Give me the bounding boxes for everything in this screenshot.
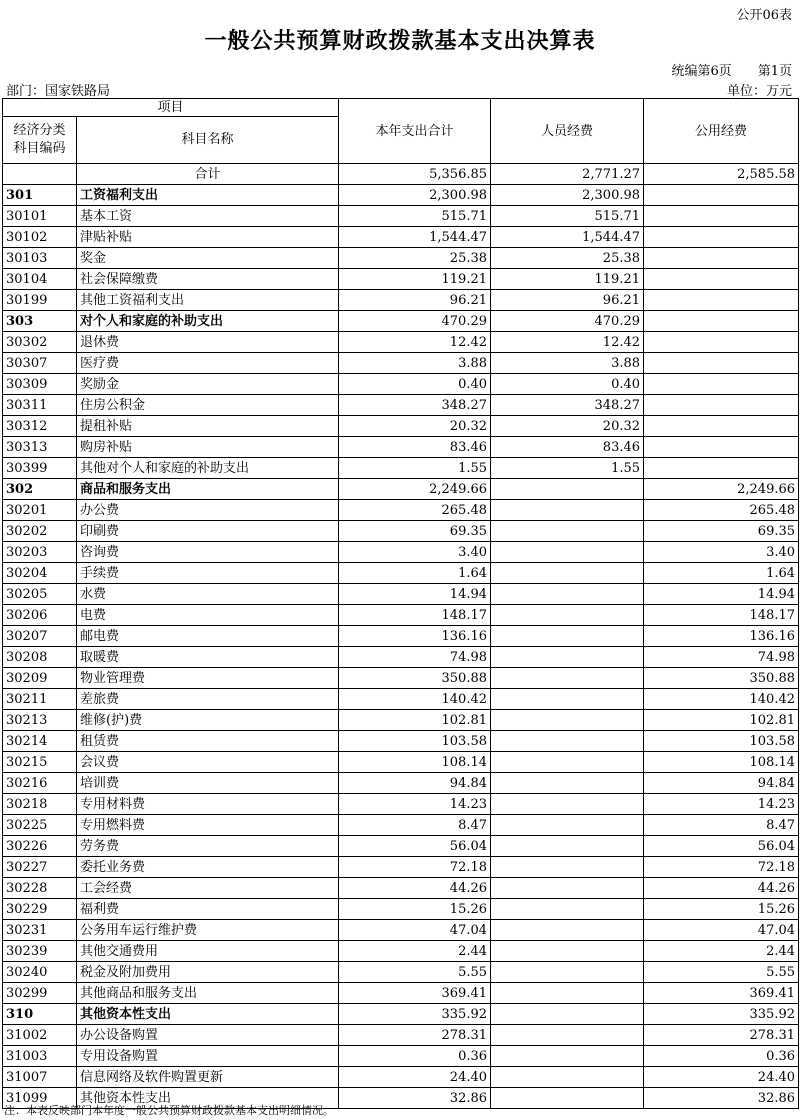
code-cell: 30218 bbox=[3, 794, 77, 815]
total-cell: 94.84 bbox=[339, 773, 491, 794]
code-cell: 30226 bbox=[3, 836, 77, 857]
name-cell: 物业管理费 bbox=[77, 668, 339, 689]
table-row bbox=[3, 584, 799, 605]
personnel-cell bbox=[491, 647, 644, 668]
name-cell: 邮电费 bbox=[77, 626, 339, 647]
personnel-cell bbox=[491, 668, 644, 689]
name-cell: 办公设备购置 bbox=[77, 1025, 339, 1046]
personnel-cell: 348.27 bbox=[491, 395, 644, 416]
total-row bbox=[3, 164, 799, 185]
table-row bbox=[3, 248, 799, 269]
code-cell: 30215 bbox=[3, 752, 77, 773]
table-row bbox=[3, 416, 799, 437]
name-cell: 差旅费 bbox=[77, 689, 339, 710]
table-row bbox=[3, 1046, 799, 1067]
table-row bbox=[3, 269, 799, 290]
public-cell: 369.41 bbox=[644, 983, 799, 1004]
public-cell bbox=[644, 458, 799, 479]
name-cell: 其他对个人和家庭的补助支出 bbox=[77, 458, 339, 479]
total-cell: 1.55 bbox=[339, 458, 491, 479]
total-cell: 119.21 bbox=[339, 269, 491, 290]
personnel-cell bbox=[491, 710, 644, 731]
code-cell: 30313 bbox=[3, 437, 77, 458]
personnel-cell bbox=[491, 542, 644, 563]
total-cell: 2,300.98 bbox=[339, 185, 491, 206]
personnel-cell: 1,544.47 bbox=[491, 227, 644, 248]
personnel-cell bbox=[491, 836, 644, 857]
total-cell: 369.41 bbox=[339, 983, 491, 1004]
personnel-cell bbox=[491, 563, 644, 584]
column-header-name: 科目名称 bbox=[77, 117, 339, 164]
code-cell: 30239 bbox=[3, 941, 77, 962]
code-cell: 30299 bbox=[3, 983, 77, 1004]
name-cell: 对个人和家庭的补助支出 bbox=[77, 311, 339, 332]
public-cell: 108.14 bbox=[644, 752, 799, 773]
personnel-cell: 0.40 bbox=[491, 374, 644, 395]
code-cell: 30227 bbox=[3, 857, 77, 878]
name-cell: 咨询费 bbox=[77, 542, 339, 563]
page-serial: 统编第6页 bbox=[671, 64, 732, 79]
table-row bbox=[3, 794, 799, 815]
total-cell: 14.94 bbox=[339, 584, 491, 605]
personnel-cell bbox=[491, 1088, 644, 1109]
name-cell: 退休费 bbox=[77, 332, 339, 353]
table-row bbox=[3, 857, 799, 878]
code-cell: 30228 bbox=[3, 878, 77, 899]
name-cell: 公务用车运行维护费 bbox=[77, 920, 339, 941]
code-cell: 30312 bbox=[3, 416, 77, 437]
personnel-cell bbox=[491, 731, 644, 752]
table-row bbox=[3, 521, 799, 542]
footnote: 注：本表反映部门本年度一般公共预算财政拨款基本支出明细情况。 bbox=[4, 1104, 334, 1117]
public-cell: 94.84 bbox=[644, 773, 799, 794]
personnel-cell bbox=[491, 962, 644, 983]
public-cell bbox=[644, 290, 799, 311]
total-cell: 335.92 bbox=[339, 1004, 491, 1025]
personnel-cell bbox=[491, 584, 644, 605]
total-cell: 32.86 bbox=[339, 1088, 491, 1109]
total-cell: 24.40 bbox=[339, 1067, 491, 1088]
code-cell: 30205 bbox=[3, 584, 77, 605]
name-cell: 税金及附加费用 bbox=[77, 962, 339, 983]
personnel-cell: 3.88 bbox=[491, 353, 644, 374]
code-cell: 30307 bbox=[3, 353, 77, 374]
code-cell: 30199 bbox=[3, 290, 77, 311]
name-cell: 合计 bbox=[77, 164, 339, 185]
personnel-cell bbox=[491, 899, 644, 920]
code-cell: 30208 bbox=[3, 647, 77, 668]
table-row bbox=[3, 752, 799, 773]
public-cell: 335.92 bbox=[644, 1004, 799, 1025]
department-label: 部门：国家铁路局 bbox=[6, 84, 111, 99]
code-cell: 30229 bbox=[3, 899, 77, 920]
code-cell: 30302 bbox=[3, 332, 77, 353]
table-row bbox=[3, 563, 799, 584]
page-info bbox=[671, 60, 792, 79]
name-cell: 工资福利支出 bbox=[77, 185, 339, 206]
name-cell: 工会经费 bbox=[77, 878, 339, 899]
personnel-cell bbox=[491, 626, 644, 647]
code-cell: 30225 bbox=[3, 815, 77, 836]
total-cell: 2,249.66 bbox=[339, 479, 491, 500]
total-cell: 47.04 bbox=[339, 920, 491, 941]
category-row bbox=[3, 1004, 799, 1025]
page-title: 一般公共预算财政拨款基本支出决算表 bbox=[204, 29, 596, 54]
total-cell: 148.17 bbox=[339, 605, 491, 626]
personnel-cell bbox=[491, 479, 644, 500]
total-cell: 278.31 bbox=[339, 1025, 491, 1046]
personnel-cell: 96.21 bbox=[491, 290, 644, 311]
personnel-cell: 1.55 bbox=[491, 458, 644, 479]
public-cell bbox=[644, 269, 799, 290]
total-cell: 44.26 bbox=[339, 878, 491, 899]
personnel-cell bbox=[491, 920, 644, 941]
name-cell: 专用材料费 bbox=[77, 794, 339, 815]
name-cell: 其他资本性支出 bbox=[77, 1004, 339, 1025]
code-cell: 301 bbox=[3, 185, 77, 206]
code-cell: 30103 bbox=[3, 248, 77, 269]
public-cell: 0.36 bbox=[644, 1046, 799, 1067]
code-cell: 30213 bbox=[3, 710, 77, 731]
code-cell: 30203 bbox=[3, 542, 77, 563]
column-header-total: 本年支出合计 bbox=[339, 99, 491, 164]
table-row bbox=[3, 983, 799, 1004]
category-row bbox=[3, 185, 799, 206]
table-row bbox=[3, 437, 799, 458]
public-cell: 103.58 bbox=[644, 731, 799, 752]
table-row bbox=[3, 878, 799, 899]
code-cell bbox=[3, 164, 77, 185]
personnel-cell: 2,300.98 bbox=[491, 185, 644, 206]
public-cell: 44.26 bbox=[644, 878, 799, 899]
name-cell: 劳务费 bbox=[77, 836, 339, 857]
name-cell: 提租补贴 bbox=[77, 416, 339, 437]
name-cell: 商品和服务支出 bbox=[77, 479, 339, 500]
personnel-cell bbox=[491, 1025, 644, 1046]
table-row bbox=[3, 899, 799, 920]
table-row bbox=[3, 941, 799, 962]
personnel-cell: 20.32 bbox=[491, 416, 644, 437]
code-cell: 31099 bbox=[3, 1088, 77, 1109]
public-cell bbox=[644, 185, 799, 206]
public-cell bbox=[644, 353, 799, 374]
personnel-cell bbox=[491, 1046, 644, 1067]
table-row bbox=[3, 920, 799, 941]
code-cell: 302 bbox=[3, 479, 77, 500]
column-header-public: 公用经费 bbox=[644, 99, 799, 164]
code-cell: 30204 bbox=[3, 563, 77, 584]
personnel-cell bbox=[491, 1004, 644, 1025]
public-cell: 1.64 bbox=[644, 563, 799, 584]
category-row bbox=[3, 311, 799, 332]
total-cell: 102.81 bbox=[339, 710, 491, 731]
personnel-cell: 119.21 bbox=[491, 269, 644, 290]
personnel-cell: 83.46 bbox=[491, 437, 644, 458]
header-row-1 bbox=[3, 99, 799, 117]
name-cell: 印刷费 bbox=[77, 521, 339, 542]
public-cell: 69.35 bbox=[644, 521, 799, 542]
total-cell: 515.71 bbox=[339, 206, 491, 227]
name-cell: 水费 bbox=[77, 584, 339, 605]
public-cell: 8.47 bbox=[644, 815, 799, 836]
personnel-cell bbox=[491, 689, 644, 710]
total-cell: 2.44 bbox=[339, 941, 491, 962]
total-cell: 1,544.47 bbox=[339, 227, 491, 248]
name-cell: 维修(护)费 bbox=[77, 710, 339, 731]
code-header-line1: 经济分类 bbox=[13, 123, 66, 138]
code-cell: 30201 bbox=[3, 500, 77, 521]
total-cell: 3.88 bbox=[339, 353, 491, 374]
table-row bbox=[3, 605, 799, 626]
total-cell: 12.42 bbox=[339, 332, 491, 353]
total-cell: 470.29 bbox=[339, 311, 491, 332]
name-cell: 福利费 bbox=[77, 899, 339, 920]
personnel-cell bbox=[491, 605, 644, 626]
table-body bbox=[3, 164, 799, 1109]
public-cell: 148.17 bbox=[644, 605, 799, 626]
code-cell: 30206 bbox=[3, 605, 77, 626]
table-row bbox=[3, 626, 799, 647]
personnel-cell: 12.42 bbox=[491, 332, 644, 353]
name-cell: 信息网络及软件购置更新 bbox=[77, 1067, 339, 1088]
public-cell bbox=[644, 395, 799, 416]
total-cell: 96.21 bbox=[339, 290, 491, 311]
public-cell: 14.94 bbox=[644, 584, 799, 605]
name-cell: 委托业务费 bbox=[77, 857, 339, 878]
code-cell: 30240 bbox=[3, 962, 77, 983]
public-cell bbox=[644, 206, 799, 227]
column-header-item: 项目 bbox=[3, 99, 339, 117]
public-cell: 140.42 bbox=[644, 689, 799, 710]
column-header-code bbox=[3, 117, 77, 164]
name-cell: 培训费 bbox=[77, 773, 339, 794]
total-cell: 20.32 bbox=[339, 416, 491, 437]
expenditure-table bbox=[2, 98, 799, 1109]
personnel-cell: 470.29 bbox=[491, 311, 644, 332]
personnel-cell: 25.38 bbox=[491, 248, 644, 269]
code-cell: 31007 bbox=[3, 1067, 77, 1088]
name-cell: 办公费 bbox=[77, 500, 339, 521]
page-number: 第1页 bbox=[757, 64, 792, 79]
code-cell: 30211 bbox=[3, 689, 77, 710]
table-row bbox=[3, 374, 799, 395]
form-code: 公开06表 bbox=[736, 8, 792, 23]
personnel-cell bbox=[491, 983, 644, 1004]
personnel-cell bbox=[491, 500, 644, 521]
code-cell: 31002 bbox=[3, 1025, 77, 1046]
table-row bbox=[3, 395, 799, 416]
name-cell: 专用燃料费 bbox=[77, 815, 339, 836]
unit-label: 单位：万元 bbox=[726, 84, 792, 99]
table-row bbox=[3, 773, 799, 794]
table-row bbox=[3, 332, 799, 353]
code-cell: 30209 bbox=[3, 668, 77, 689]
table-row bbox=[3, 689, 799, 710]
total-cell: 25.38 bbox=[339, 248, 491, 269]
name-cell: 社会保障缴费 bbox=[77, 269, 339, 290]
personnel-cell bbox=[491, 878, 644, 899]
table-row bbox=[3, 647, 799, 668]
personnel-cell bbox=[491, 857, 644, 878]
total-cell: 103.58 bbox=[339, 731, 491, 752]
column-header-personnel: 人员经费 bbox=[491, 99, 644, 164]
total-cell: 108.14 bbox=[339, 752, 491, 773]
public-cell: 2,249.66 bbox=[644, 479, 799, 500]
public-cell: 5.55 bbox=[644, 962, 799, 983]
name-cell: 其他交通费用 bbox=[77, 941, 339, 962]
public-cell: 14.23 bbox=[644, 794, 799, 815]
total-cell: 15.26 bbox=[339, 899, 491, 920]
public-cell bbox=[644, 437, 799, 458]
personnel-cell: 2,771.27 bbox=[491, 164, 644, 185]
table-row bbox=[3, 500, 799, 521]
personnel-cell bbox=[491, 773, 644, 794]
public-cell: 56.04 bbox=[644, 836, 799, 857]
name-cell: 电费 bbox=[77, 605, 339, 626]
table-row bbox=[3, 542, 799, 563]
personnel-cell bbox=[491, 815, 644, 836]
total-cell: 69.35 bbox=[339, 521, 491, 542]
table-row bbox=[3, 206, 799, 227]
code-cell: 310 bbox=[3, 1004, 77, 1025]
total-cell: 0.40 bbox=[339, 374, 491, 395]
code-header-line2: 科目编码 bbox=[13, 141, 66, 156]
personnel-cell bbox=[491, 941, 644, 962]
personnel-cell: 515.71 bbox=[491, 206, 644, 227]
name-cell: 专用设备购置 bbox=[77, 1046, 339, 1067]
public-cell bbox=[644, 227, 799, 248]
name-cell: 奖金 bbox=[77, 248, 339, 269]
code-cell: 303 bbox=[3, 311, 77, 332]
name-cell: 奖励金 bbox=[77, 374, 339, 395]
name-cell: 住房公积金 bbox=[77, 395, 339, 416]
public-cell: 15.26 bbox=[644, 899, 799, 920]
public-cell: 136.16 bbox=[644, 626, 799, 647]
category-row bbox=[3, 479, 799, 500]
personnel-cell bbox=[491, 794, 644, 815]
total-cell: 14.23 bbox=[339, 794, 491, 815]
personnel-cell bbox=[491, 521, 644, 542]
public-cell bbox=[644, 248, 799, 269]
total-cell: 140.42 bbox=[339, 689, 491, 710]
public-cell: 2,585.58 bbox=[644, 164, 799, 185]
total-cell: 136.16 bbox=[339, 626, 491, 647]
table-row bbox=[3, 962, 799, 983]
name-cell: 取暖费 bbox=[77, 647, 339, 668]
public-cell: 102.81 bbox=[644, 710, 799, 731]
total-cell: 72.18 bbox=[339, 857, 491, 878]
total-cell: 1.64 bbox=[339, 563, 491, 584]
code-cell: 30309 bbox=[3, 374, 77, 395]
public-cell bbox=[644, 332, 799, 353]
name-cell: 其他商品和服务支出 bbox=[77, 983, 339, 1004]
public-cell: 74.98 bbox=[644, 647, 799, 668]
code-cell: 30399 bbox=[3, 458, 77, 479]
code-cell: 30216 bbox=[3, 773, 77, 794]
total-cell: 83.46 bbox=[339, 437, 491, 458]
table-row bbox=[3, 290, 799, 311]
table-row bbox=[3, 836, 799, 857]
total-cell: 56.04 bbox=[339, 836, 491, 857]
total-cell: 74.98 bbox=[339, 647, 491, 668]
total-cell: 348.27 bbox=[339, 395, 491, 416]
table-row bbox=[3, 458, 799, 479]
name-cell: 其他资本性支出 bbox=[77, 1088, 339, 1109]
public-cell: 24.40 bbox=[644, 1067, 799, 1088]
personnel-cell bbox=[491, 1067, 644, 1088]
public-cell: 350.88 bbox=[644, 668, 799, 689]
name-cell: 其他工资福利支出 bbox=[77, 290, 339, 311]
public-cell: 47.04 bbox=[644, 920, 799, 941]
name-cell: 租赁费 bbox=[77, 731, 339, 752]
table-row bbox=[3, 353, 799, 374]
code-cell: 30102 bbox=[3, 227, 77, 248]
public-cell: 278.31 bbox=[644, 1025, 799, 1046]
public-cell bbox=[644, 311, 799, 332]
code-cell: 30311 bbox=[3, 395, 77, 416]
public-cell: 72.18 bbox=[644, 857, 799, 878]
personnel-cell bbox=[491, 752, 644, 773]
name-cell: 基本工资 bbox=[77, 206, 339, 227]
public-cell: 32.86 bbox=[644, 1088, 799, 1109]
code-cell: 30207 bbox=[3, 626, 77, 647]
public-cell: 3.40 bbox=[644, 542, 799, 563]
name-cell: 津贴补贴 bbox=[77, 227, 339, 248]
name-cell: 购房补贴 bbox=[77, 437, 339, 458]
code-cell: 30101 bbox=[3, 206, 77, 227]
public-cell: 2.44 bbox=[644, 941, 799, 962]
total-cell: 5.55 bbox=[339, 962, 491, 983]
name-cell: 会议费 bbox=[77, 752, 339, 773]
public-cell bbox=[644, 416, 799, 437]
public-cell bbox=[644, 374, 799, 395]
table-row bbox=[3, 815, 799, 836]
total-cell: 350.88 bbox=[339, 668, 491, 689]
code-cell: 30202 bbox=[3, 521, 77, 542]
name-cell: 手续费 bbox=[77, 563, 339, 584]
name-cell: 医疗费 bbox=[77, 353, 339, 374]
total-cell: 5,356.85 bbox=[339, 164, 491, 185]
total-cell: 8.47 bbox=[339, 815, 491, 836]
table-row bbox=[3, 227, 799, 248]
code-cell: 30104 bbox=[3, 269, 77, 290]
table-row bbox=[3, 710, 799, 731]
code-cell: 31003 bbox=[3, 1046, 77, 1067]
table-row bbox=[3, 1067, 799, 1088]
code-cell: 30231 bbox=[3, 920, 77, 941]
total-cell: 265.48 bbox=[339, 500, 491, 521]
code-cell: 30214 bbox=[3, 731, 77, 752]
table-row bbox=[3, 1025, 799, 1046]
total-cell: 0.36 bbox=[339, 1046, 491, 1067]
table-row bbox=[3, 731, 799, 752]
total-cell: 3.40 bbox=[339, 542, 491, 563]
table-row bbox=[3, 668, 799, 689]
public-cell: 265.48 bbox=[644, 500, 799, 521]
